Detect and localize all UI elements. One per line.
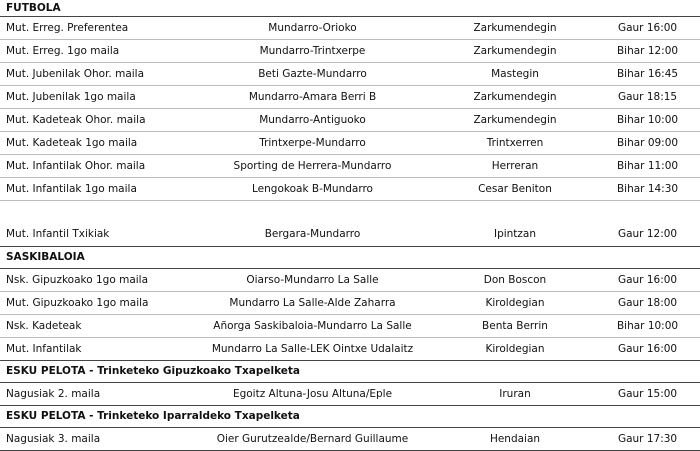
- venue-cell: Zarkumendegin: [435, 108, 595, 131]
- time-cell: Gaur 16:00: [595, 337, 700, 360]
- category-cell: Mut. Kadeteak 1go maila: [0, 131, 190, 154]
- match-cell: Mundarro-Orioko: [190, 16, 435, 39]
- table-row: [0, 85, 700, 108]
- venue-cell: Hendaian: [435, 427, 595, 450]
- venue-cell: Ipintzan: [435, 200, 595, 246]
- venue-cell: Trintxerren: [435, 131, 595, 154]
- category-cell: Nagusiak 2. maila: [0, 382, 190, 405]
- time-cell: Gaur 16:00: [595, 268, 700, 291]
- category-cell: Mut. Jubenilak Ohor. maila: [0, 62, 190, 85]
- match-cell: Mundarro-Amara Berri B: [190, 85, 435, 108]
- table-row: [0, 427, 700, 450]
- table-row: [0, 268, 700, 291]
- section-title: SASKIBALOIA: [0, 246, 700, 268]
- section-header-esku-pelota-gipuzkoa: [0, 360, 700, 382]
- category-cell: Mut. Erreg. 1go maila: [0, 39, 190, 62]
- table-row: [0, 154, 700, 177]
- category-cell: Mut. Infantilak 1go maila: [0, 177, 190, 200]
- venue-cell: Herreran: [435, 154, 595, 177]
- section-header-esku-pelota-iparralde: [0, 405, 700, 427]
- match-cell: Lengokoak B-Mundarro: [190, 177, 435, 200]
- match-cell: Mundarro-Antiguoko: [190, 108, 435, 131]
- category-cell: Nagusiak 3. maila: [0, 427, 190, 450]
- venue-cell: Iruran: [435, 382, 595, 405]
- category-cell: Nsk. Gipuzkoako 1go maila: [0, 268, 190, 291]
- category-cell: Mut. Infantilak: [0, 337, 190, 360]
- match-cell: Añorga Saskibaloia-Mundarro La Salle: [190, 314, 435, 337]
- venue-cell: Cesar Beniton: [435, 177, 595, 200]
- table-row: [0, 108, 700, 131]
- category-cell: Mut. Infantilak Ohor. maila: [0, 154, 190, 177]
- table-row: [0, 131, 700, 154]
- table-row: [0, 200, 700, 246]
- category-cell: Nsk. Kadeteak: [0, 314, 190, 337]
- time-cell: Gaur 17:30: [595, 427, 700, 450]
- match-cell: Mundarro La Salle-Alde Zaharra: [190, 291, 435, 314]
- match-cell: Egoitz Altuna-Josu Altuna/Eple: [190, 382, 435, 405]
- section-header-saskibaloia: [0, 246, 700, 268]
- venue-cell: Kiroldegian: [435, 291, 595, 314]
- match-cell: Bergara-Mundarro: [190, 200, 435, 246]
- table-row: [0, 177, 700, 200]
- time-cell: Bihar 09:00: [595, 131, 700, 154]
- category-cell: Mut. Erreg. Preferentea: [0, 16, 190, 39]
- venue-cell: Zarkumendegin: [435, 39, 595, 62]
- category-cell: Mut. Infantil Txikiak: [0, 200, 190, 246]
- venue-cell: Zarkumendegin: [435, 16, 595, 39]
- time-cell: Bihar 16:45: [595, 62, 700, 85]
- time-cell: Gaur 18:15: [595, 85, 700, 108]
- time-cell: Bihar 12:00: [595, 39, 700, 62]
- venue-cell: Kiroldegian: [435, 337, 595, 360]
- time-cell: Bihar 10:00: [595, 108, 700, 131]
- match-cell: Oier Gurutzealde/Bernard Guillaume: [190, 427, 435, 450]
- category-cell: Mut. Gipuzkoako 1go maila: [0, 291, 190, 314]
- table-row: [0, 291, 700, 314]
- time-cell: Bihar 14:30: [595, 177, 700, 200]
- match-cell: Trintxerpe-Mundarro: [190, 131, 435, 154]
- section-title: ESKU PELOTA - Trinketeko Gipuzkoako Txapelketa: [0, 360, 700, 382]
- match-cell: Sporting de Herrera-Mundarro: [190, 154, 435, 177]
- time-cell: Gaur 12:00: [595, 200, 700, 246]
- match-cell: Mundarro-Trintxerpe: [190, 39, 435, 62]
- table-row: [0, 382, 700, 405]
- match-cell: Beti Gazte-Mundarro: [190, 62, 435, 85]
- time-cell: Bihar 11:00: [595, 154, 700, 177]
- venue-cell: Benta Berrin: [435, 314, 595, 337]
- section-title: FUTBOLA: [0, 0, 700, 16]
- time-cell: Gaur 18:00: [595, 291, 700, 314]
- time-cell: Gaur 15:00: [595, 382, 700, 405]
- section-header-futbola: [0, 0, 700, 16]
- match-cell: Oiarso-Mundarro La Salle: [190, 268, 435, 291]
- table-row: [0, 62, 700, 85]
- time-cell: Bihar 10:00: [595, 314, 700, 337]
- category-cell: Mut. Kadeteak Ohor. maila: [0, 108, 190, 131]
- venue-cell: Mastegin: [435, 62, 595, 85]
- match-cell: Mundarro La Salle-LEK Ointxe Udalaitz: [190, 337, 435, 360]
- venue-cell: Zarkumendegin: [435, 85, 595, 108]
- category-cell: Mut. Jubenilak 1go maila: [0, 85, 190, 108]
- time-cell: Gaur 16:00: [595, 16, 700, 39]
- section-title: ESKU PELOTA - Trinketeko Iparraldeko Txapelketa: [0, 405, 700, 427]
- table-row: [0, 337, 700, 360]
- table-row: [0, 314, 700, 337]
- venue-cell: Don Boscon: [435, 268, 595, 291]
- table-row: [0, 16, 700, 39]
- table-row: [0, 39, 700, 62]
